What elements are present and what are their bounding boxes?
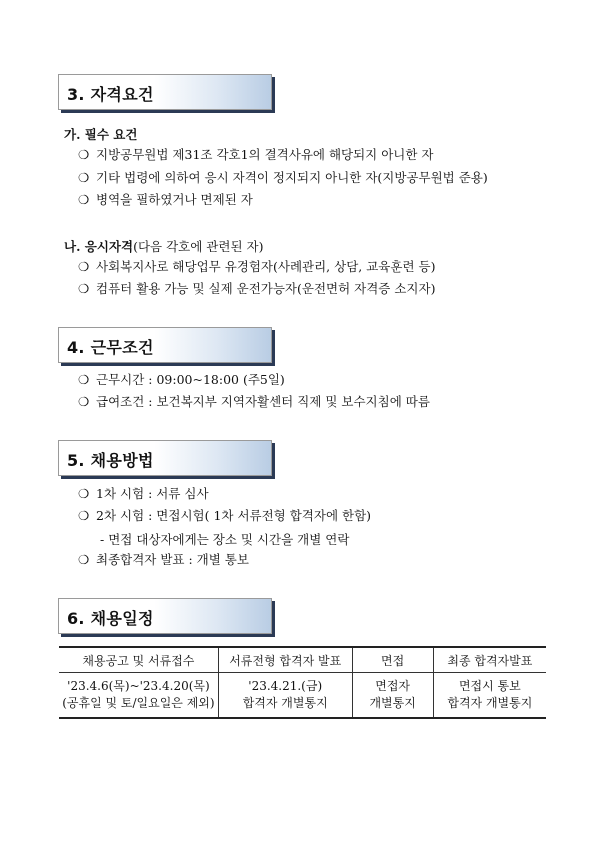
section-4-header (58, 327, 272, 363)
table-row (59, 673, 546, 719)
bullet-icon: ❍ (78, 394, 90, 409)
bullet-icon: ❍ (78, 192, 90, 207)
section-5-title: 5. 채용방법 (67, 451, 154, 470)
required-item-2: ❍ 기타 법령에 의하여 응시 자격이 정지되지 아니한 자(지방공무원법 준용) (78, 170, 488, 185)
table-header: 최종 합격자발표 (433, 647, 546, 673)
bullet-icon: ❍ (78, 372, 90, 387)
bullet-icon: ❍ (78, 486, 90, 501)
required-item-3: ❍ 병역을 필하였거나 면제된 자 (78, 192, 253, 207)
bullet-icon: ❍ (78, 281, 90, 296)
eligibility-title: 나. 응시자격(다음 각호에 관련된 자) (64, 239, 264, 254)
required-title: 가. 필수 요건 (64, 127, 138, 142)
second-exam-item: ❍ 2차 시험 : 면접시험( 1차 서류전형 합격자에 한함) (78, 508, 372, 523)
salary-item: ❍ 급여조건 : 보건복지부 지역자활센터 직제 및 보수지침에 따름 (78, 394, 430, 409)
table-header: 채용공고 및 서류접수 (59, 647, 218, 673)
final-announcement-item: ❍ 최종합격자 발표 : 개별 통보 (78, 552, 249, 567)
table-header-row (59, 647, 546, 673)
section-6-header (58, 598, 272, 634)
bullet-icon: ❍ (78, 147, 90, 162)
table-header: 서류전형 합격자 발표 (218, 647, 352, 673)
eligibility-item-2: ❍ 컴퓨터 활용 가능 및 실제 운전가능자(운전면허 자격증 소지자) (78, 281, 436, 296)
bullet-icon: ❍ (78, 170, 90, 185)
first-exam-item: ❍ 1차 시험 : 서류 심사 (78, 486, 209, 501)
table-cell: '23.4.21.(금) 합격자 개별통지 (218, 673, 352, 719)
schedule-table (59, 646, 546, 719)
section-4-title: 4. 근무조건 (67, 338, 154, 357)
bullet-icon: ❍ (78, 508, 90, 523)
interview-notice-item: - 면접 대상자에게는 장소 및 시간을 개별 연락 (100, 532, 350, 547)
table-cell: 면접자 개별통지 (352, 673, 433, 719)
bullet-icon: ❍ (78, 259, 90, 274)
section-5-header (58, 440, 272, 476)
section-3-header (58, 74, 272, 110)
table-cell: '23.4.6(목)~'23.4.20(목) (공휴일 및 토/일요일은 제외) (59, 673, 218, 719)
eligibility-item-1: ❍ 사회복지사로 해당업무 유경험자(사례관리, 상담, 교육훈련 등) (78, 259, 436, 274)
bullet-icon: ❍ (78, 552, 90, 567)
table-header: 면접 (352, 647, 433, 673)
section-3-title: 3. 자격요건 (67, 85, 154, 104)
work-hours-item: ❍ 근무시간 : 09:00~18:00 (주5일) (78, 372, 285, 387)
table-cell: 면접시 통보 합격자 개별통지 (433, 673, 546, 719)
required-item-1: ❍ 지방공무원법 제31조 각호1의 결격사유에 해당되지 아니한 자 (78, 147, 434, 162)
section-6-title: 6. 채용일정 (67, 609, 154, 628)
